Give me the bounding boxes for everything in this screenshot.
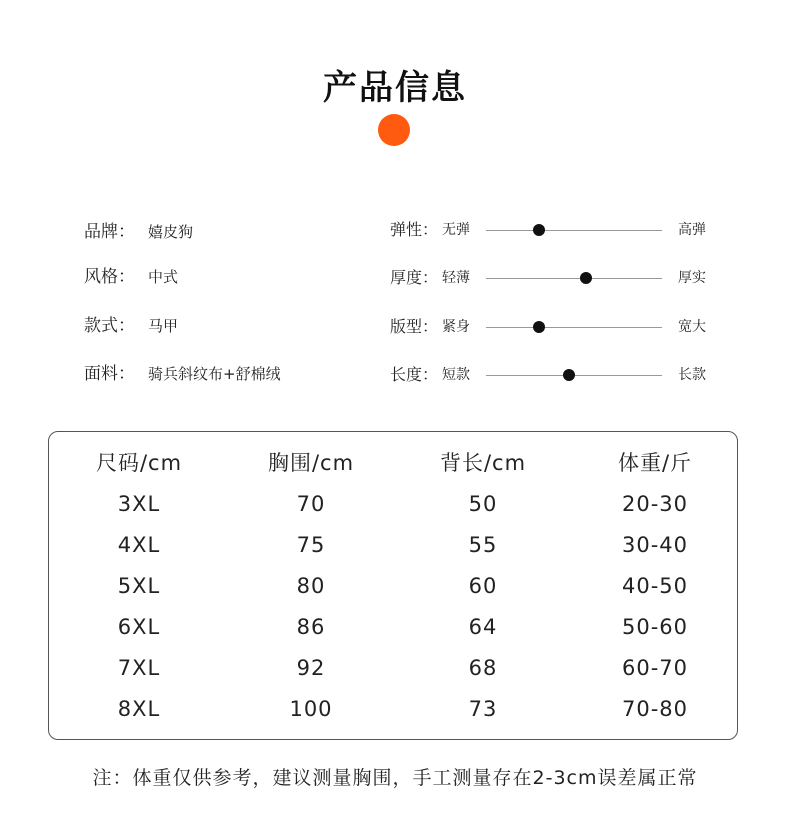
- accent-dot: [378, 114, 410, 146]
- table-cell: 60: [468, 574, 498, 598]
- measurement-note: 注：体重仅供参考，建议测量胸围，手工测量存在2-3cm误差属正常: [92, 767, 698, 789]
- table-cell: 50: [468, 492, 498, 516]
- table-cell: 73: [468, 697, 498, 721]
- attribute-min-label: 短款: [442, 367, 470, 383]
- attribute-knob: [533, 321, 545, 333]
- attribute-max-label: 宽大: [678, 319, 706, 335]
- attribute-min-label: 紧身: [442, 319, 470, 335]
- table-cell: 86: [296, 615, 326, 639]
- attribute-label: 弹性：: [390, 220, 439, 239]
- table-cell: 20-30: [621, 492, 689, 516]
- attribute-knob: [533, 224, 545, 236]
- table-cell: 55: [468, 533, 498, 557]
- attribute-max-label: 长款: [678, 367, 706, 383]
- size-table: [48, 431, 738, 740]
- attribute-max-label: 厚实: [678, 270, 706, 286]
- table-header: 体重/斤: [617, 451, 693, 475]
- attribute-min-label: 轻薄: [442, 270, 470, 286]
- table-header: 尺码/cm: [95, 451, 183, 475]
- info-type: [84, 314, 178, 338]
- table-cell: 70-80: [621, 697, 689, 721]
- info-value: 骑兵斜纹布+舒棉绒: [148, 365, 281, 383]
- info-value: 马甲: [148, 317, 179, 335]
- attribute-knob: [563, 369, 575, 381]
- attribute-length: [390, 363, 720, 387]
- table-cell: 70: [296, 492, 326, 516]
- table-cell: 3XL: [117, 492, 161, 516]
- table-cell: 64: [468, 615, 498, 639]
- attribute-thickness: [390, 266, 720, 290]
- table-cell: 50-60: [621, 615, 689, 639]
- table-cell: 60-70: [621, 656, 689, 680]
- attribute-label: 长度：: [390, 365, 439, 384]
- table-cell: 75: [296, 533, 326, 557]
- table-cell: 92: [296, 656, 326, 680]
- info-fabric: [84, 362, 281, 386]
- table-cell: 30-40: [621, 533, 689, 557]
- info-label: 品牌：: [84, 222, 135, 242]
- attribute-max-label: 高弹: [678, 222, 706, 238]
- page-title: 产品信息: [323, 68, 467, 108]
- table-cell: 80: [296, 574, 326, 598]
- attribute-label: 版型：: [390, 317, 439, 336]
- attribute-track: [486, 278, 662, 279]
- attribute-min-label: 无弹: [442, 222, 470, 238]
- info-value: 中式: [148, 268, 179, 286]
- info-style: [84, 265, 178, 289]
- table-header: 背长/cm: [439, 451, 527, 475]
- table-cell: 4XL: [117, 533, 161, 557]
- info-label: 款式：: [84, 316, 135, 336]
- info-brand: [84, 220, 193, 244]
- info-value: 嬉皮狗: [148, 223, 194, 241]
- table-cell: 7XL: [117, 656, 161, 680]
- attribute-knob: [580, 272, 592, 284]
- attribute-track: [486, 230, 662, 231]
- table-cell: 8XL: [117, 697, 161, 721]
- attribute-elasticity: [390, 218, 720, 242]
- info-label: 风格：: [84, 267, 135, 287]
- table-header: 胸围/cm: [267, 451, 355, 475]
- table-cell: 40-50: [621, 574, 689, 598]
- attribute-fit: [390, 315, 720, 339]
- info-label: 面料：: [84, 364, 135, 384]
- table-cell: 68: [468, 656, 498, 680]
- attribute-track: [486, 327, 662, 328]
- table-cell: 100: [289, 697, 333, 721]
- table-cell: 5XL: [117, 574, 161, 598]
- attribute-label: 厚度：: [390, 268, 439, 287]
- table-cell: 6XL: [117, 615, 161, 639]
